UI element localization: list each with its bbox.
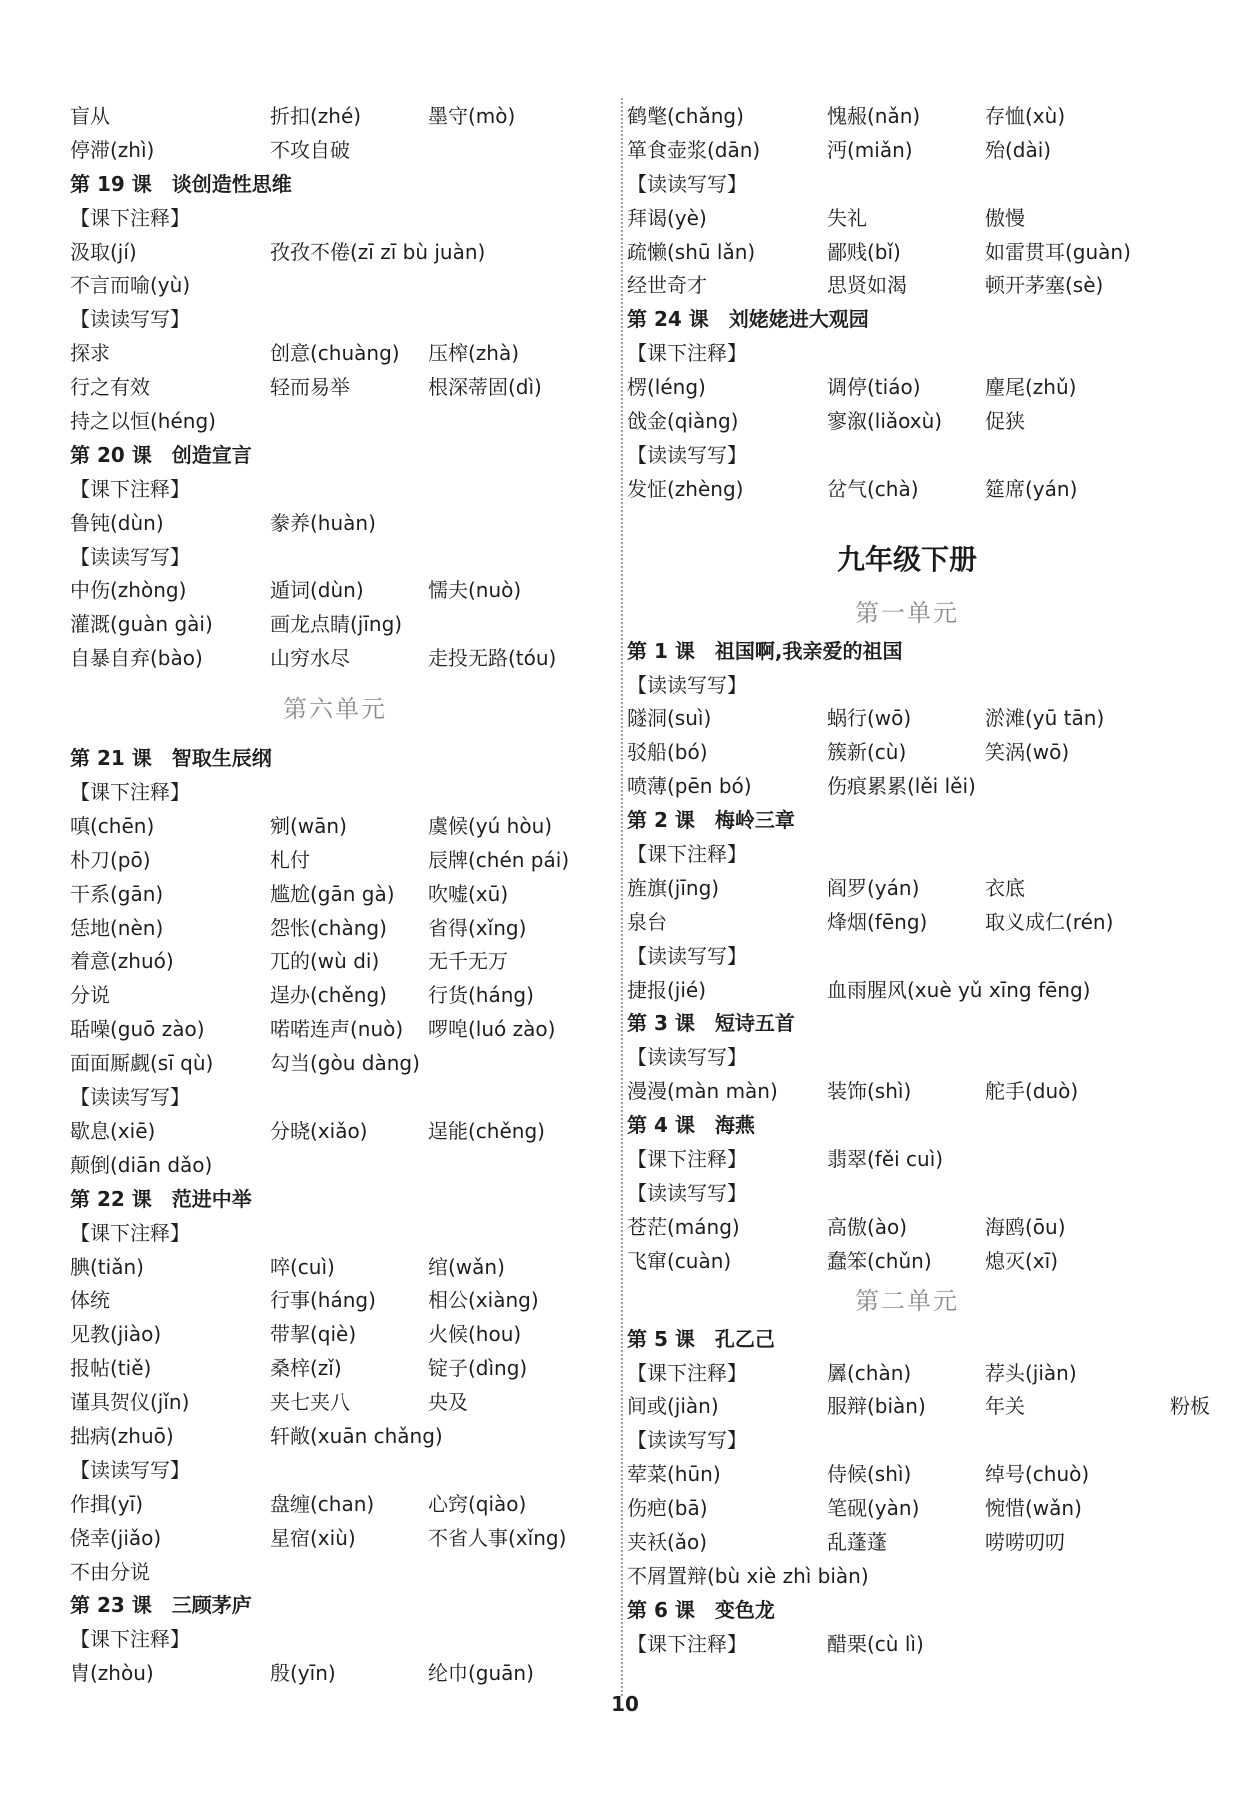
vocab-term: 逞能(chěng) (428, 1118, 545, 1143)
vocab-term: 盲从 (70, 104, 110, 128)
section-label (627, 838, 1187, 872)
vocab-term: 思贤如渴 (827, 273, 907, 298)
vocab-term: 恁地(nèn) (70, 915, 164, 940)
word-row (627, 405, 1187, 439)
word-row (70, 844, 600, 878)
vocab-term: 创意(chuàng) (270, 341, 400, 366)
vocab-term: 烽烟(fēng) (827, 909, 928, 934)
vocab-term: 鹤氅(chǎng) (627, 104, 744, 128)
vocab-term: 笑涡(wō) (985, 740, 1070, 765)
word-row (627, 269, 1187, 303)
lesson-title (627, 1007, 1187, 1041)
word-row (627, 872, 1187, 906)
label-row (627, 1357, 1187, 1391)
word-row (627, 770, 1187, 804)
section-label (627, 337, 1187, 371)
vocab-term: 持之以恒(héng) (70, 409, 216, 434)
word-row (627, 974, 1187, 1008)
vocab-term: 泉台 (627, 909, 667, 934)
lesson-title (627, 303, 1187, 337)
vocab-term: 懦夫(nuò) (428, 578, 522, 603)
vocab-term: 侍候(shì) (827, 1462, 912, 1487)
vocab-term: 走投无路(tóu) (428, 646, 557, 671)
word-row (627, 1075, 1187, 1109)
lesson-title-text: 第 6 课 变色龙 (627, 1597, 775, 1622)
vocab-term: 山穷水尽 (270, 646, 350, 671)
label-row (627, 1628, 1187, 1662)
vocab-term: 兀的(wù di) (270, 949, 380, 974)
lesson-title (70, 742, 600, 776)
lesson-title (70, 1183, 600, 1217)
vocab-term: 嗔(chēn) (70, 813, 155, 838)
vocab-term: 央及 (428, 1390, 468, 1415)
vocab-term: 啐(cuì) (270, 1254, 335, 1279)
section-label (70, 303, 600, 337)
vocab-term: 啰唣(luó zào) (428, 1017, 556, 1042)
vocab-term: 不省人事(xǐng) (428, 1525, 567, 1550)
word-row (70, 405, 600, 439)
vocab-term: 殆(dài) (985, 137, 1052, 162)
vocab-term: 行事(háng) (270, 1288, 376, 1313)
vocab-term: 调停(tiáo) (827, 375, 921, 400)
vocab-term: 根深蒂固(dì) (428, 375, 542, 400)
vocab-term: 中伤(zhòng) (70, 578, 187, 603)
vocab-term: 心窍(qiào) (428, 1491, 527, 1516)
section-label-text: 【课下注释】 (627, 842, 747, 867)
vocab-term: 鲁钝(dùn) (70, 510, 164, 535)
section-label (627, 669, 1187, 703)
vocab-term: 画龙点睛(jīng) (270, 612, 403, 637)
vocab-term: 年关 (985, 1394, 1025, 1419)
vocab-term: 取义成仁(rén) (985, 909, 1114, 934)
vocab-term: 见教(jiào) (70, 1322, 162, 1347)
vocab-term: 发怔(zhèng) (627, 476, 744, 501)
vocab-term: 逞办(chěng) (270, 983, 387, 1008)
word-row (70, 236, 600, 270)
vocab-term: 鄙贱(bǐ) (827, 239, 901, 264)
vocab-term: 蠢笨(chǔn) (827, 1248, 932, 1273)
vocab-term: 淤滩(yū tān) (985, 706, 1105, 731)
vocab-term: 促狭 (985, 409, 1025, 434)
vocab-term: 豢养(huàn) (270, 510, 376, 535)
word-row (70, 608, 600, 642)
vocab-term: 颠倒(diān dǎo) (70, 1152, 213, 1177)
word-row (70, 337, 600, 371)
vocab-term: 伤痕累累(lěi lěi) (827, 774, 976, 799)
vocab-term: 海鸥(ōu) (985, 1214, 1066, 1239)
section-label-text: 【读读写写】 (70, 544, 190, 569)
word-row (70, 1488, 600, 1522)
section-label (70, 1217, 600, 1251)
word-row (70, 1352, 600, 1386)
section-label (70, 473, 600, 507)
word-row (70, 810, 600, 844)
vocab-term: 衣底 (985, 875, 1025, 900)
word-row (70, 979, 600, 1013)
word-row (70, 1556, 600, 1590)
section-label-text: 【读读写写】 (627, 171, 747, 196)
vocab-term: 歇息(xiē) (70, 1118, 156, 1143)
lesson-title-text: 第 19 课 谈创造性思维 (70, 171, 292, 196)
vocab-term: 面面厮觑(sī qù) (70, 1051, 214, 1076)
vocab-term: 存恤(xù) (985, 104, 1066, 128)
vocab-term: 无千无万 (428, 949, 508, 974)
word-row (70, 574, 600, 608)
vocab-term: 夹袄(ǎo) (627, 1529, 708, 1554)
section-label-text: 【课下注释】 (70, 205, 190, 230)
vocab-term: 干系(gān) (70, 881, 164, 906)
vocab-term: 相公(xiàng) (428, 1288, 539, 1313)
word-row (70, 1115, 600, 1149)
lesson-title-text: 第 24 课 刘姥姥进大观园 (627, 307, 869, 332)
vocab-term: 寥溆(liǎoxù) (827, 409, 943, 434)
vocab-term: 孜孜不倦(zī zī bù juàn) (270, 239, 486, 264)
vocab-term: 绰号(chuò) (985, 1462, 1090, 1487)
label-row (627, 1143, 1187, 1177)
word-row (627, 1245, 1187, 1279)
unit-heading: 第六单元 (283, 695, 387, 724)
section-label-text: 【读读写写】 (627, 1180, 747, 1205)
lesson-title-text: 第 2 课 梅岭三章 (627, 808, 795, 833)
word-row (70, 1284, 600, 1318)
word-row (70, 945, 600, 979)
vocab-term: 夹七夹八 (270, 1390, 350, 1415)
vocab-term: 失礼 (827, 205, 867, 230)
section-label-text: 【读读写写】 (627, 672, 747, 697)
vocab-term: 轩敞(xuān chǎng) (270, 1423, 443, 1448)
section-label (627, 168, 1187, 202)
vocab-term: 麈尾(zhǔ) (985, 375, 1077, 400)
section-label-text: 【课下注释】 (70, 1220, 190, 1245)
word-row (627, 236, 1187, 270)
vocab-term: 愧赧(nǎn) (827, 104, 921, 128)
word-row (627, 1458, 1187, 1492)
section-label (70, 1454, 600, 1488)
vocab-term: 轻而易举 (270, 375, 350, 400)
vocab-term: 喷薄(pēn bó) (627, 774, 752, 799)
vocab-term: 着意(zhuó) (70, 949, 174, 974)
section-label (627, 1177, 1187, 1211)
vocab-term: 戗金(qiàng) (627, 409, 739, 434)
vocab-term: 省得(xǐng) (428, 915, 527, 940)
word-row (70, 100, 600, 134)
vocab-term: 遁词(dùn) (270, 578, 364, 603)
vocab-term: 醋栗(cù lì) (827, 1631, 924, 1656)
word-row (70, 1251, 600, 1285)
vocab-term: 虞候(yú hòu) (428, 813, 553, 838)
right-bottom-section (627, 591, 1210, 1662)
vocab-term: 聒噪(guō zào) (70, 1017, 205, 1042)
section-label (70, 541, 600, 575)
lesson-title-text: 第 3 课 短诗五首 (627, 1011, 795, 1036)
lesson-title (627, 1323, 1187, 1357)
vocab-term: 飞窜(cuàn) (627, 1248, 732, 1273)
word-row (627, 1390, 1210, 1424)
vocab-term: 箪食壶浆(dān) (627, 137, 761, 162)
vocab-term: 隧洞(suì) (627, 706, 712, 731)
vocab-term: 殷(yīn) (270, 1661, 336, 1686)
vocab-term: 荤菜(hūn) (627, 1462, 721, 1487)
section-label-text: 【课下注释】 (627, 341, 747, 366)
vocab-term: 胄(zhòu) (70, 1661, 154, 1686)
vocab-term: 纶巾(guān) (428, 1661, 534, 1686)
right-top-section (627, 100, 1187, 507)
section-label (627, 1041, 1187, 1075)
section-label-text: 【读读写写】 (70, 1085, 190, 1110)
vocab-term: 蜗行(wō) (827, 706, 912, 731)
vocab-term: 惋惜(wǎn) (985, 1496, 1082, 1521)
vocab-term: 汲取(jí) (70, 239, 137, 264)
vocab-term: 血雨腥风(xuè yǔ xīng fēng) (827, 977, 1091, 1002)
vocab-term: 唠唠叨叨 (985, 1529, 1065, 1554)
vocab-term: 灌溉(guàn gài) (70, 612, 213, 637)
vocab-term: 行货(háng) (428, 983, 534, 1008)
vocab-term: 侥幸(jiǎo) (70, 1525, 162, 1550)
vocab-term: 漫漫(màn màn) (627, 1079, 778, 1104)
vocab-term: 不言而喻(yù) (70, 273, 191, 298)
vocab-term: 阎罗(yán) (827, 875, 920, 900)
vocab-term: 伤疤(bā) (627, 1496, 708, 1521)
word-row (70, 1013, 600, 1047)
vocab-term: 体统 (70, 1288, 110, 1313)
vocab-term: 作揖(yī) (70, 1491, 143, 1516)
vocab-term: 傲慢 (985, 205, 1025, 230)
book-title: 九年级下册 (836, 542, 977, 576)
column-divider (621, 98, 623, 1696)
vocab-term: 自暴自弃(bào) (70, 646, 203, 671)
vocab-term: 折扣(zhé) (270, 104, 362, 128)
word-row (627, 906, 1187, 940)
vocab-term: 压榨(zhà) (428, 341, 520, 366)
vocab-term: 舵手(duò) (985, 1079, 1079, 1104)
word-row (70, 134, 600, 168)
section-label-text: 【读读写写】 (70, 307, 190, 332)
vocab-term: 粉板 (1170, 1394, 1210, 1419)
section-label (70, 776, 600, 810)
section-label-text: 【读读写写】 (627, 1428, 747, 1453)
page-number: 10 (611, 1692, 639, 1716)
lesson-title (627, 1594, 1187, 1628)
section-label-text: 【课下注释】 (627, 1360, 747, 1385)
vocab-term: 间或(jiàn) (627, 1394, 719, 1419)
vocab-term: 高傲(ào) (827, 1214, 908, 1239)
vocab-term: 经世奇才 (627, 273, 707, 298)
unit-heading: 第一单元 (855, 598, 959, 627)
word-row (627, 202, 1187, 236)
vocab-term: 沔(miǎn) (827, 137, 913, 162)
vocab-term: 不由分说 (70, 1559, 150, 1584)
vocab-term: 怨怅(chàng) (270, 915, 387, 940)
vocab-term: 停滞(zhì) (70, 137, 155, 162)
vocab-term: 熄灭(xī) (985, 1248, 1058, 1273)
lesson-title (70, 1589, 600, 1623)
word-row (70, 507, 600, 541)
vocab-term: 行之有效 (70, 375, 150, 400)
lesson-title-text: 第 5 课 孔乙己 (627, 1326, 775, 1351)
vocab-term: 苍茫(máng) (627, 1214, 740, 1239)
vocab-term: 荐头(jiàn) (985, 1360, 1077, 1385)
word-row (627, 1211, 1187, 1245)
vocab-term: 筵席(yán) (985, 476, 1078, 501)
word-row (70, 1420, 600, 1454)
vocab-term: 驳船(bó) (627, 740, 708, 765)
word-row (70, 642, 600, 676)
vocab-term: 拜谒(yè) (627, 205, 707, 230)
vocab-term: 桑梓(zǐ) (270, 1356, 342, 1381)
word-row (627, 1526, 1187, 1560)
vocab-term: 报帖(tiě) (70, 1356, 152, 1381)
word-row (627, 702, 1187, 736)
section-label (627, 940, 1187, 974)
vocab-term: 岔气(chà) (827, 476, 919, 501)
vocab-term: 不屑置辩(bù xiè zhì biàn) (627, 1563, 869, 1588)
word-row (627, 1560, 1187, 1594)
vocab-term: 捷报(jié) (627, 977, 707, 1002)
lesson-title-text: 第 22 课 范进中举 (70, 1186, 252, 1211)
vocab-term: 探求 (70, 341, 110, 366)
left-column (70, 100, 600, 1691)
section-label-text: 【课下注释】 (627, 1631, 747, 1656)
word-row (70, 1657, 600, 1691)
vocab-term: 楞(léng) (627, 375, 706, 400)
word-row (70, 269, 600, 303)
word-row (627, 134, 1187, 168)
section-label-text: 【课下注释】 (627, 1147, 747, 1172)
vocab-term: 如雷贯耳(guàn) (985, 239, 1131, 264)
word-row (70, 912, 600, 946)
lesson-title (70, 439, 600, 473)
vocab-term: 疏懒(shū lǎn) (627, 239, 756, 264)
section-label-text: 【读读写写】 (627, 1045, 747, 1070)
lesson-title-text: 第 4 课 海燕 (627, 1113, 755, 1138)
vocab-term: 喏喏连声(nuò) (270, 1017, 404, 1042)
lesson-title-text: 第 20 课 创造宣言 (70, 442, 252, 467)
word-row (627, 371, 1187, 405)
vocab-term: 翡翠(fěi cuì) (827, 1147, 944, 1172)
vocab-term: 吹嘘(xū) (428, 881, 509, 906)
vocab-term: 羼(chàn) (827, 1360, 912, 1385)
vocab-term: 带挈(qiè) (270, 1322, 357, 1347)
vocab-term: 札付 (270, 847, 310, 872)
section-label (70, 202, 600, 236)
vocab-term: 簇新(cù) (827, 740, 907, 765)
vocab-term: 装饰(shì) (827, 1079, 912, 1104)
vocab-term: 拙病(zhuō) (70, 1423, 174, 1448)
vocab-term: 星宿(xiù) (270, 1525, 356, 1550)
word-row (70, 878, 600, 912)
vocab-term: 不攻自破 (270, 137, 350, 162)
section-label-text: 【课下注释】 (70, 780, 190, 805)
lesson-title-text: 第 21 课 智取生辰纲 (70, 746, 272, 771)
word-row (70, 1149, 600, 1183)
vocab-term: 笔砚(yàn) (827, 1496, 920, 1521)
word-row (70, 1522, 600, 1556)
vocab-term: 锭子(dìng) (428, 1356, 528, 1381)
vocab-term: 分晓(xiǎo) (270, 1118, 368, 1143)
vocab-term: 盘缠(chan) (270, 1491, 375, 1516)
lesson-title (627, 1109, 1187, 1143)
section-label-text: 【课下注释】 (70, 476, 190, 501)
word-row (627, 473, 1187, 507)
vocab-term: 火候(hou) (428, 1322, 522, 1347)
word-row (70, 371, 600, 405)
word-row (627, 1492, 1187, 1526)
vocab-term: 旌旗(jīng) (627, 875, 720, 900)
lesson-title-text: 第 23 课 三顾茅庐 (70, 1593, 252, 1618)
section-label-text: 【读读写写】 (627, 943, 747, 968)
section-label (627, 1424, 1187, 1458)
section-label-text: 【读读写写】 (70, 1457, 190, 1482)
word-row (627, 100, 1187, 134)
vocab-term: 朴刀(pō) (70, 847, 151, 872)
vocab-term: 墨守(mò) (428, 104, 516, 128)
section-label (70, 1081, 600, 1115)
vocab-term: 绾(wǎn) (428, 1254, 505, 1279)
unit-heading: 第二单元 (855, 1286, 959, 1315)
lesson-title-text: 第 1 课 祖国啊,我亲爱的祖国 (627, 638, 903, 663)
lesson-title (627, 804, 1187, 838)
section-label-text: 【读读写写】 (627, 442, 747, 467)
word-row (627, 736, 1187, 770)
lesson-title (70, 168, 600, 202)
vocab-term: 腆(tiǎn) (70, 1254, 144, 1279)
word-row (70, 1047, 600, 1081)
vocab-term: 服辩(biàn) (827, 1394, 926, 1419)
vocab-term: 剜(wān) (270, 813, 347, 838)
vocab-term: 顿开茅塞(sè) (985, 273, 1104, 298)
lesson-title (627, 635, 1187, 669)
word-row (70, 1318, 600, 1352)
vocab-term: 谨具贺仪(jǐn) (70, 1390, 190, 1415)
right-column (627, 100, 1210, 1662)
vocab-term: 乱蓬蓬 (827, 1529, 887, 1554)
word-row (70, 1386, 600, 1420)
vocab-term: 辰牌(chén pái) (428, 847, 570, 872)
section-label-text: 【课下注释】 (70, 1627, 190, 1652)
section-label (70, 1623, 600, 1657)
vocab-term: 尴尬(gān gà) (270, 881, 395, 906)
vocab-term: 勾当(gòu dàng) (270, 1051, 420, 1076)
vocab-term: 分说 (70, 983, 110, 1008)
section-label (627, 439, 1187, 473)
